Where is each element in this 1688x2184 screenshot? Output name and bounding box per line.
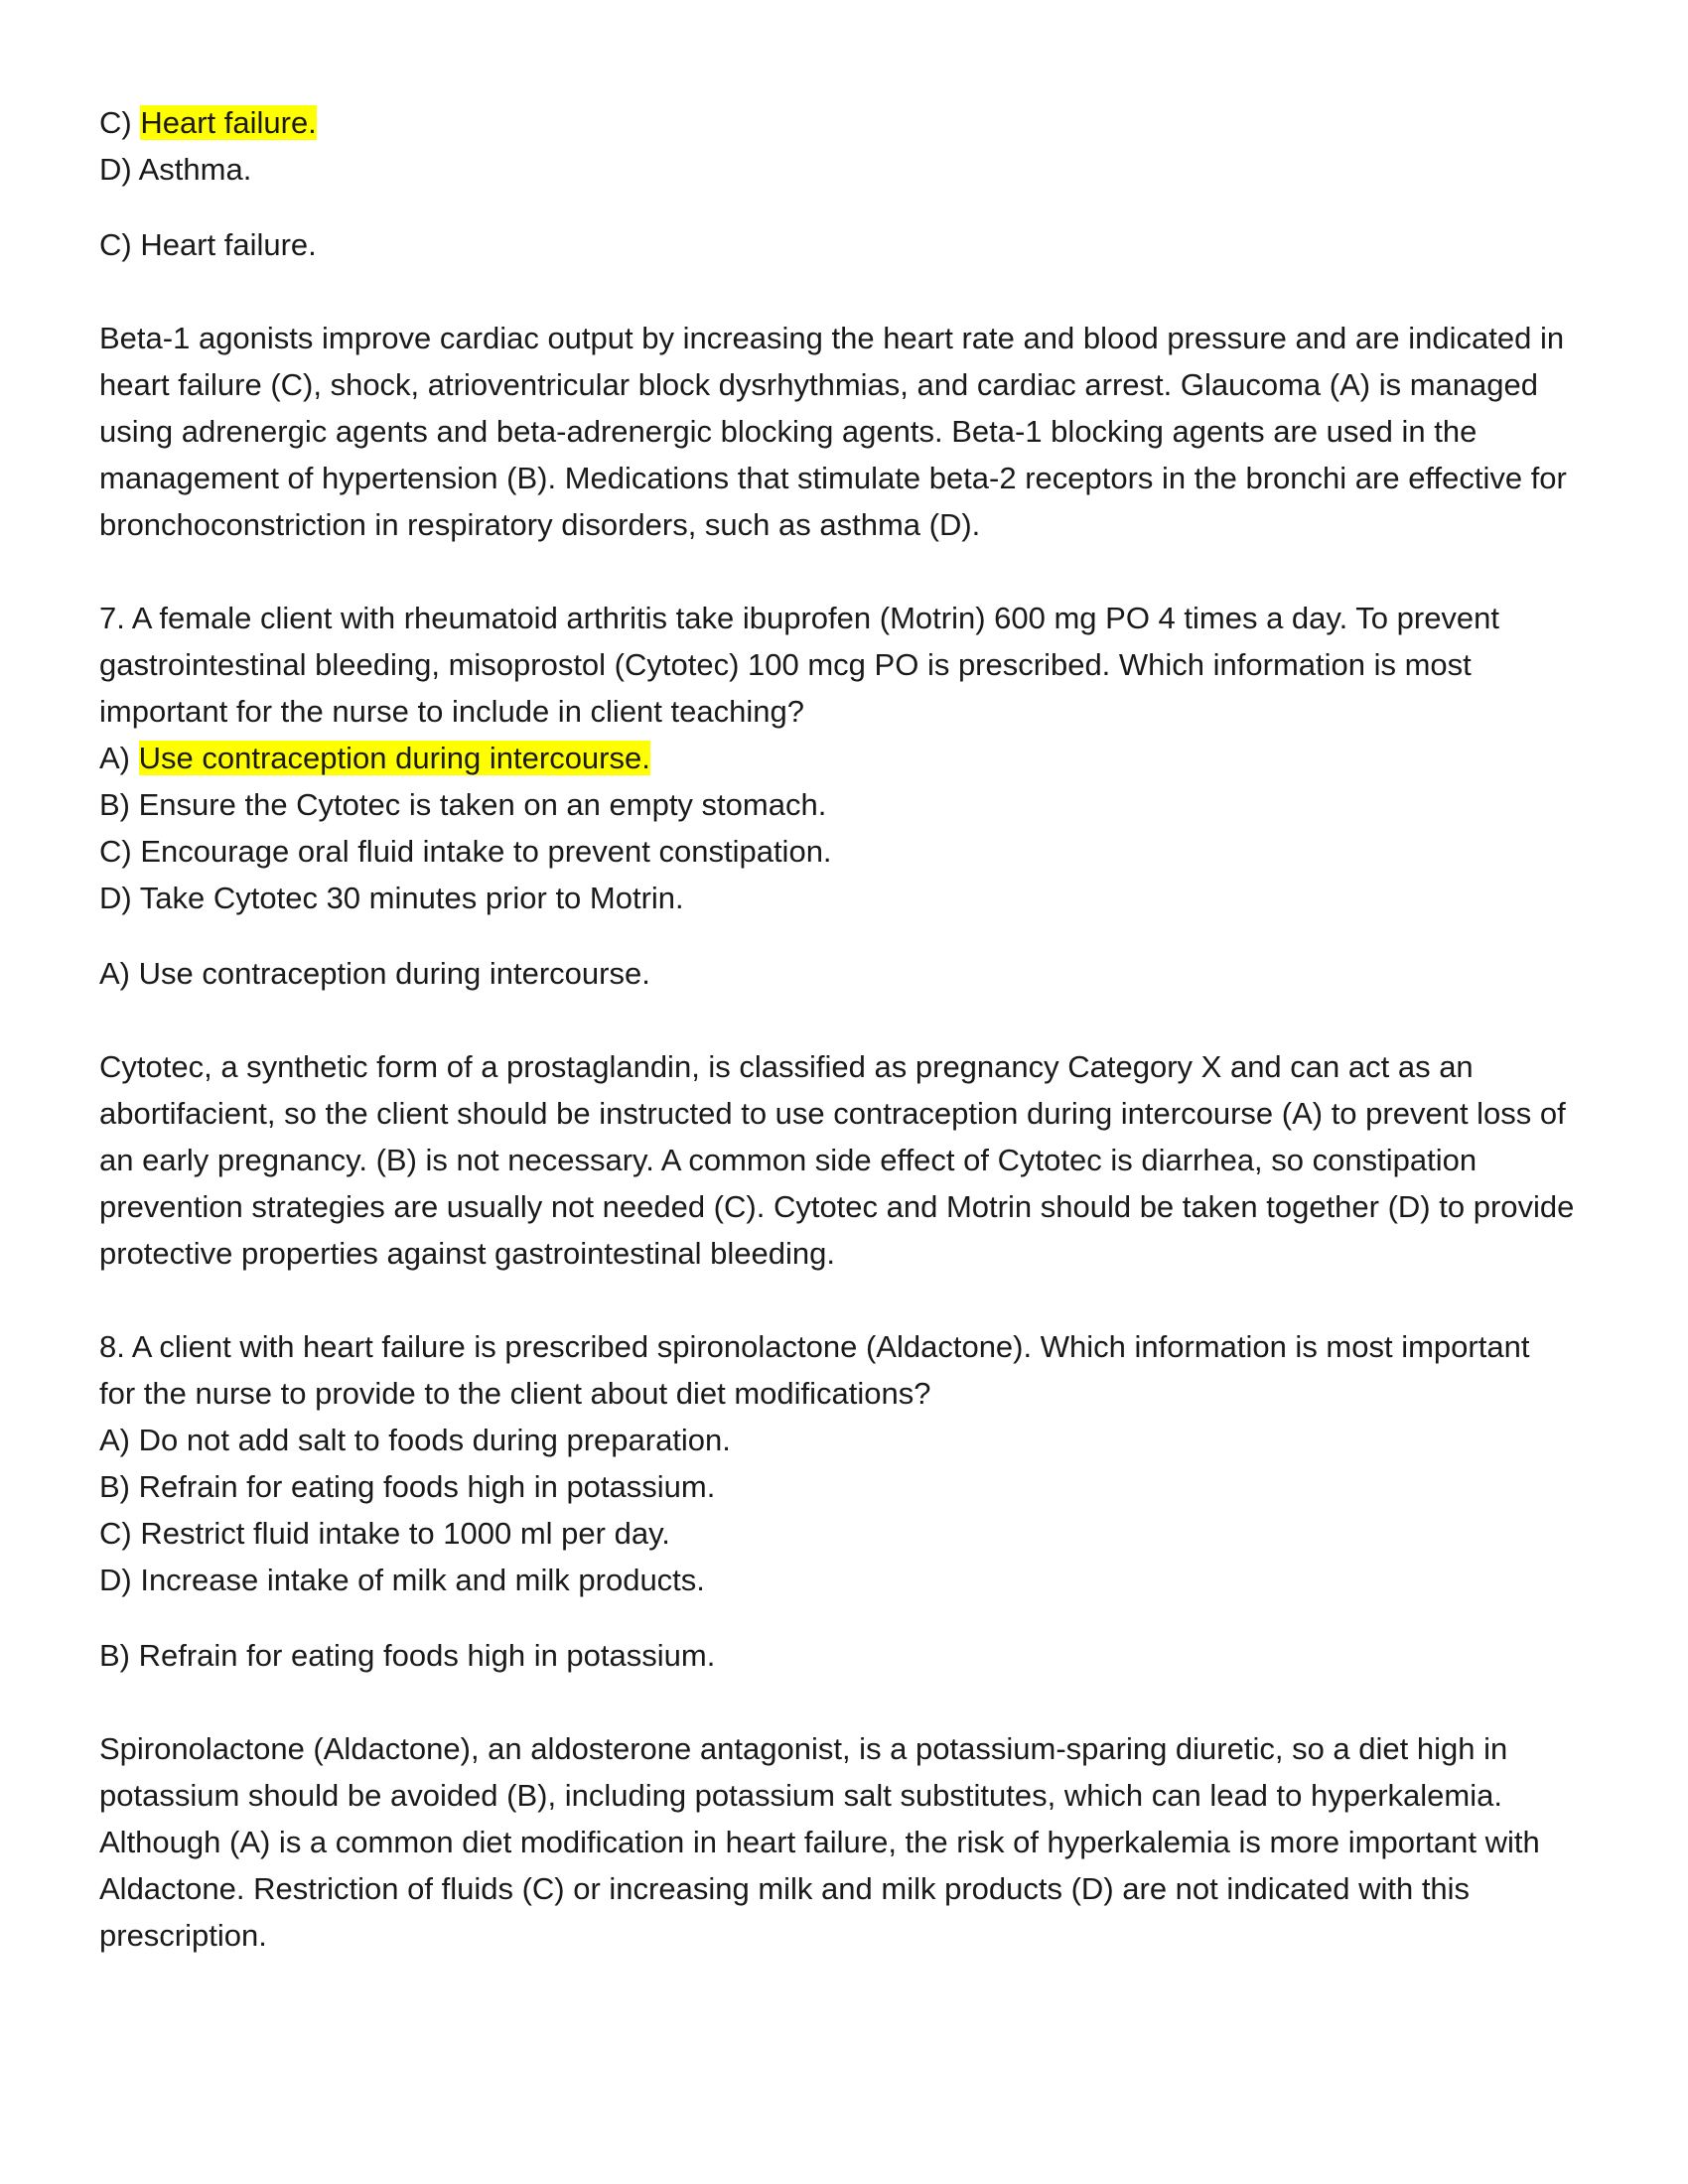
document-page [99, 99, 1628, 1959]
stem-line: for the nurse to provide to the client about diet modifications? [99, 1376, 931, 1411]
q7-option-d: D) Take Cytotec 30 minutes prior to Motrin. [99, 881, 684, 915]
q7-answer: A) Use contraception during intercourse. [99, 956, 650, 991]
rationale-line: Although (A) is a common diet modification in heart failure, the risk of hyperkalemia is more important with [99, 1825, 1540, 1859]
stem-line: important for the nurse to include in client teaching? [99, 694, 804, 729]
q6-option-c: C) Heart failure. [99, 105, 317, 140]
rationale-line: management of hypertension (B). Medications that stimulate beta-2 receptors in the bronchi are effective for [99, 461, 1567, 495]
rationale-line: Aldactone. Restriction of fluids (C) or increasing milk and milk products (D) are not indicated with this [99, 1871, 1471, 1906]
q6-option-d: D) Asthma. [99, 152, 252, 187]
q8-option-a: A) Do not add salt to foods during preparation. [99, 1423, 731, 1457]
q8-stem [99, 1323, 1628, 1417]
q7-option-b: B) Ensure the Cytotec is taken on an empty stomach. [99, 787, 827, 822]
q7-option-c: C) Encourage oral fluid intake to prevent constipation. [99, 834, 832, 869]
q7-option-a: A) Use contraception during intercourse. [99, 741, 650, 775]
q7-stem [99, 595, 1628, 735]
rationale-line: prescription. [99, 1918, 267, 1953]
highlighted-answer: Heart failure. [140, 105, 317, 140]
rationale-line: prevention strategies are usually not needed (C). Cytotec and Motrin should be taken together (D) to provide [99, 1189, 1575, 1224]
q8-answer: B) Refrain for eating foods high in potassium. [99, 1638, 716, 1673]
rationale-line: Cytotec, a synthetic form of a prostaglandin, is classified as pregnancy Category X and can act as an [99, 1049, 1474, 1084]
rationale-line: Spironolactone (Aldactone), an aldosterone antagonist, is a potassium-sparing diuretic, so a diet high in [99, 1731, 1508, 1766]
rationale-line: an early pregnancy. (B) is not necessary. A common side effect of Cytotec is diarrhea, so constipation [99, 1143, 1477, 1177]
q7-options [99, 735, 1628, 921]
q8-rationale [99, 1725, 1628, 1959]
rationale-line: potassium should be avoided (B), including potassium salt substitutes, which can lead to hyperkalemia. [99, 1778, 1502, 1813]
q6-answer: C) Heart failure. [99, 227, 317, 262]
stem-line: 7. A female client with rheumatoid arthritis take ibuprofen (Motrin) 600 mg PO 4 times a day. To prevent [99, 601, 1500, 635]
q7-rationale [99, 1043, 1628, 1277]
rationale-line: heart failure (C), shock, atrioventricular block dysrhythmias, and cardiac arrest. Glaucoma (A) is managed [99, 367, 1538, 402]
q8-option-d: D) Increase intake of milk and milk products. [99, 1563, 705, 1597]
q6-options [99, 99, 1628, 193]
q8-option-b: B) Refrain for eating foods high in potassium. [99, 1469, 716, 1504]
rationale-line: Beta-1 agonists improve cardiac output by increasing the heart rate and blood pressure and are indicated in [99, 321, 1565, 355]
rationale-line: using adrenergic agents and beta-adrenergic blocking agents. Beta-1 blocking agents are used in the [99, 414, 1477, 449]
rationale-line: bronchoconstriction in respiratory disorders, such as asthma (D). [99, 507, 981, 542]
stem-line: 8. A client with heart failure is prescribed spironolactone (Aldactone). Which information is most important [99, 1329, 1530, 1364]
q6-rationale [99, 315, 1628, 548]
highlighted-answer: Use contraception during intercourse. [138, 741, 650, 775]
rationale-line: abortifacient, so the client should be instructed to use contraception during intercourse (A) to prevent loss of [99, 1096, 1566, 1131]
rationale-line: protective properties against gastrointestinal bleeding. [99, 1236, 836, 1271]
q8-option-c: C) Restrict fluid intake to 1000 ml per day. [99, 1516, 670, 1551]
q8-options [99, 1417, 1628, 1603]
stem-line: gastrointestinal bleeding, misoprostol (Cytotec) 100 mcg PO is prescribed. Which information is most [99, 647, 1472, 682]
